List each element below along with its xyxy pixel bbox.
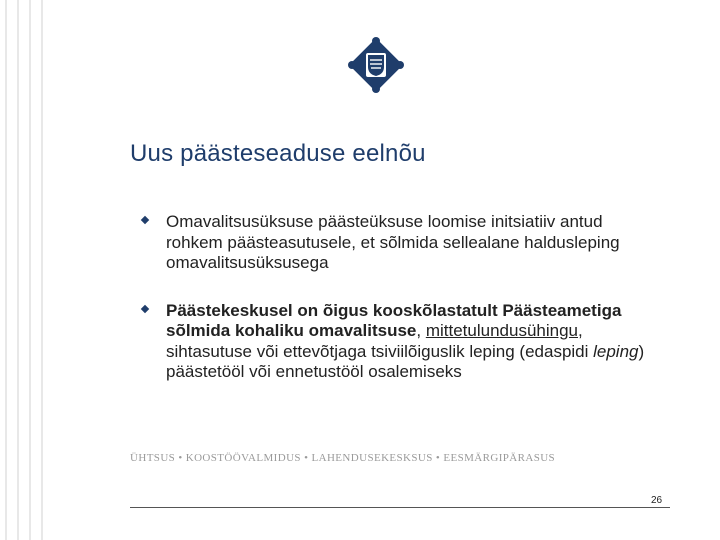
bullet-2-bold-text: Päästekeskusel on õigus kooskõlastatult Päästeametiga sõlmida kohaliku omavalitsuse bbox=[166, 300, 622, 340]
bullet-item-2 bbox=[140, 301, 660, 383]
bullet-list bbox=[140, 212, 660, 410]
bullet-2-end-text: ) päästetööl või ennetustööl osalemiseks bbox=[166, 341, 645, 381]
diamond-bullet-icon bbox=[141, 304, 149, 312]
page-number: 26 bbox=[651, 495, 663, 506]
slide-title: Uus päästeseaduse eelnõu bbox=[130, 140, 426, 167]
bullet-2-underlined-text: mittetulundusühingu bbox=[425, 321, 578, 340]
footer-divider bbox=[130, 507, 670, 508]
values-tagline: ÜHTSUS • KOOSTÖÖVALMIDUS • LAHENDUSEKESKSUS • EESMÄRGIPÄRASUS bbox=[130, 452, 556, 464]
bullet-2-mid-text: , sihtasutuse või ettevõtjaga tsiviilõiguslik leping (edaspidi bbox=[166, 321, 594, 361]
bullet-2-italic-text: leping bbox=[593, 341, 639, 361]
coat-of-arms-emblem-icon bbox=[344, 33, 408, 97]
bullet-text bbox=[166, 301, 660, 383]
bullet-2-comma: , bbox=[416, 321, 426, 340]
bullet-1-text: Omavalitsusüksuse päästeüksuse loomise initsiatiiv antud rohkem päästeasutusele, et sõlmida sellealane haldusleping omavalitsusüksusega bbox=[166, 212, 620, 272]
bullet-item-1 bbox=[140, 212, 660, 274]
diamond-bullet-icon bbox=[141, 216, 149, 224]
decorative-vertical-lines bbox=[0, 0, 60, 540]
bullet-text bbox=[166, 212, 660, 274]
